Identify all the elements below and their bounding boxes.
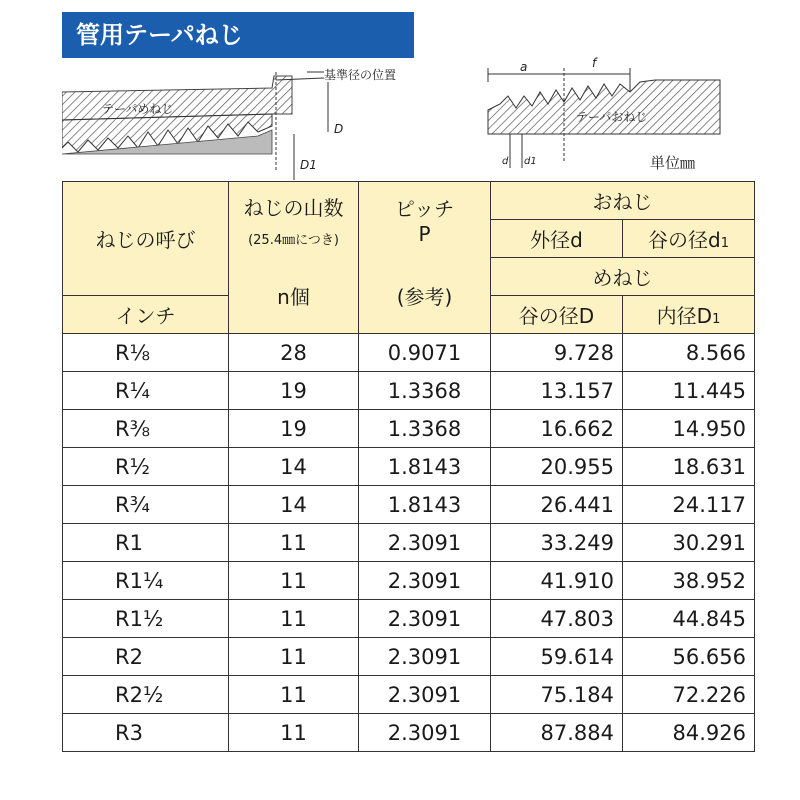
- cell-thread-name: R1: [63, 524, 229, 562]
- cell-pitch: 2.3091: [359, 600, 491, 638]
- header-inner-dia: [623, 296, 755, 334]
- cell-outer-dia: 13.157: [491, 372, 623, 410]
- table-row: [63, 410, 755, 448]
- table-row: [63, 714, 755, 752]
- cell-thread-count: 11: [229, 562, 359, 600]
- cell-pitch: 1.8143: [359, 448, 491, 486]
- header-thread-count: [229, 182, 359, 258]
- cell-pitch: 2.3091: [359, 638, 491, 676]
- header-root-dia-male-sub: 1: [720, 236, 729, 251]
- male-thread-diagram: [480, 52, 740, 172]
- cell-thread-name: R½: [63, 448, 229, 486]
- header-thread-count-title: ねじの山数: [243, 195, 344, 220]
- cell-outer-dia: 33.249: [491, 524, 623, 562]
- cell-pitch: 1.3368: [359, 410, 491, 448]
- cell-thread-count: 19: [229, 410, 359, 448]
- table-row: [63, 562, 755, 600]
- header-inner-dia-text: 内径D: [656, 304, 713, 328]
- cell-thread-count: 11: [229, 600, 359, 638]
- header-pitch-note: (参考): [359, 258, 491, 334]
- table-row: [63, 524, 755, 562]
- cell-thread-name: R⅛: [63, 334, 229, 372]
- cell-inner-dia: 18.631: [623, 448, 755, 486]
- cell-pitch: 2.3091: [359, 524, 491, 562]
- cell-outer-dia: 26.441: [491, 486, 623, 524]
- cell-thread-name: R⅜: [63, 410, 229, 448]
- female-thread-label: テーパめねじ: [102, 102, 174, 116]
- page-title: 管用テーパねじ: [62, 12, 414, 58]
- label-D: D: [334, 122, 344, 136]
- header-thread-count-unit: n個: [229, 258, 359, 334]
- table-row: [63, 486, 755, 524]
- cell-pitch: 1.8143: [359, 486, 491, 524]
- header-root-dia-male: [623, 220, 755, 258]
- cell-thread-count: 11: [229, 714, 359, 752]
- cell-thread-count: 14: [229, 486, 359, 524]
- header-inner-dia-sub: 1: [712, 312, 721, 327]
- cell-thread-count: 11: [229, 676, 359, 714]
- cell-thread-name: R2½: [63, 676, 229, 714]
- male-thread-label: テーパおねじ: [576, 110, 648, 124]
- header-pitch-title: ピッチ: [394, 197, 455, 222]
- label-f: f: [592, 56, 597, 70]
- table-row: [63, 448, 755, 486]
- cell-thread-count: 11: [229, 524, 359, 562]
- header-inch: インチ: [63, 296, 229, 334]
- cell-inner-dia: 8.566: [623, 334, 755, 372]
- cell-pitch: 2.3091: [359, 676, 491, 714]
- label-a: a: [520, 60, 528, 74]
- female-thread-drawing: [62, 62, 462, 180]
- cell-outer-dia: 59.614: [491, 638, 623, 676]
- cell-inner-dia: 11.445: [623, 372, 755, 410]
- cell-outer-dia: 16.662: [491, 410, 623, 448]
- cell-inner-dia: 38.952: [623, 562, 755, 600]
- cell-pitch: 2.3091: [359, 562, 491, 600]
- header-thread-name: ねじの呼び: [63, 182, 229, 296]
- cell-pitch: 2.3091: [359, 714, 491, 752]
- table-row: [63, 600, 755, 638]
- table-row: [63, 638, 755, 676]
- thread-spec-table: [62, 181, 755, 752]
- header-pitch: [359, 182, 491, 258]
- cell-thread-name: R¼: [63, 372, 229, 410]
- cell-thread-count: 11: [229, 638, 359, 676]
- cell-outer-dia: 41.910: [491, 562, 623, 600]
- cell-thread-name: R1¼: [63, 562, 229, 600]
- label-D1: D1: [300, 158, 317, 172]
- header-female-thread: めねじ: [491, 258, 755, 296]
- cell-inner-dia: 44.845: [623, 600, 755, 638]
- cell-outer-dia: 9.728: [491, 334, 623, 372]
- cell-pitch: 0.9071: [359, 334, 491, 372]
- unit-label: 単位㎜: [650, 154, 696, 172]
- cell-thread-count: 14: [229, 448, 359, 486]
- cell-inner-dia: 56.656: [623, 638, 755, 676]
- header-thread-count-note: (25.4㎜につき): [248, 232, 339, 248]
- table-row: [63, 676, 755, 714]
- header-root-dia-female: 谷の径D: [491, 296, 623, 334]
- table-row: [63, 334, 755, 372]
- cell-thread-name: R¾: [63, 486, 229, 524]
- header-outer-dia: 外径d: [491, 220, 623, 258]
- female-thread-diagram: [62, 62, 462, 180]
- header-male-thread: おねじ: [491, 182, 755, 220]
- cell-inner-dia: 24.117: [623, 486, 755, 524]
- cell-outer-dia: 75.184: [491, 676, 623, 714]
- cell-outer-dia: 47.803: [491, 600, 623, 638]
- cell-thread-name: R3: [63, 714, 229, 752]
- label-d1: d1: [524, 156, 537, 167]
- cell-outer-dia: 20.955: [491, 448, 623, 486]
- cell-thread-count: 28: [229, 334, 359, 372]
- cell-inner-dia: 72.226: [623, 676, 755, 714]
- cell-inner-dia: 30.291: [623, 524, 755, 562]
- cell-thread-name: R2: [63, 638, 229, 676]
- label-d: d: [502, 156, 509, 167]
- table-body: [63, 334, 755, 752]
- cell-inner-dia: 14.950: [623, 410, 755, 448]
- cell-pitch: 1.3368: [359, 372, 491, 410]
- header-root-dia-male-text: 谷の径d: [648, 228, 721, 252]
- cell-outer-dia: 87.884: [491, 714, 623, 752]
- cell-inner-dia: 84.926: [623, 714, 755, 752]
- cell-thread-count: 19: [229, 372, 359, 410]
- cell-thread-name: R1½: [63, 600, 229, 638]
- reference-position-label: 基準径の位置: [324, 68, 397, 82]
- header-pitch-symbol: P: [418, 222, 431, 247]
- table-row: [63, 372, 755, 410]
